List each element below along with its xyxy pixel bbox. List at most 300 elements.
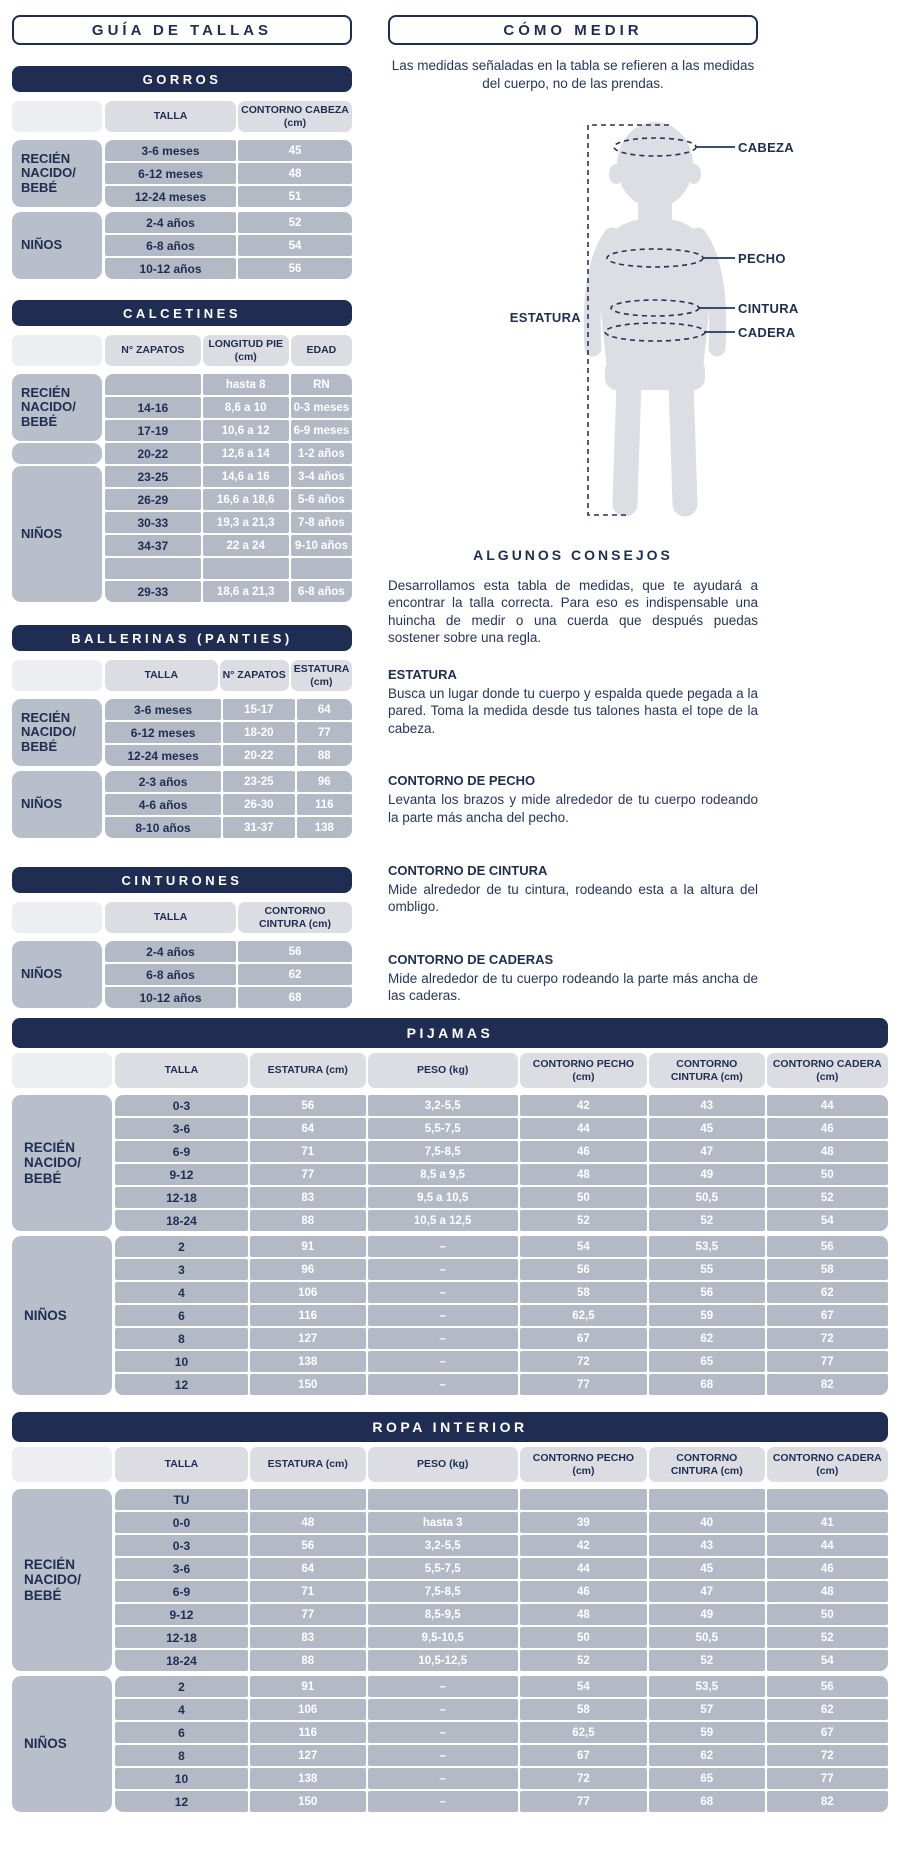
como-medir-column — [388, 0, 808, 1005]
table-row — [115, 1535, 888, 1556]
column-header: TALLA — [115, 1447, 248, 1482]
table-cell: 3-6 — [115, 1558, 248, 1579]
intro-text: Las medidas señaladas en la tabla se refieren a las medidas del cuerpo, no de las prendas. — [391, 58, 755, 91]
row-group-labels — [12, 660, 102, 838]
row-group — [105, 699, 352, 766]
table-cell: 48 — [250, 1512, 366, 1533]
table-data — [105, 902, 352, 1008]
table-cell: 138 — [297, 817, 352, 838]
table-cell: 5,5-7,5 — [368, 1118, 518, 1139]
table-cell: 62 — [767, 1282, 888, 1303]
table-row — [115, 1164, 888, 1185]
table-cell: 0-3 — [115, 1535, 248, 1556]
table-cell: 10,6 a 12 — [203, 420, 289, 441]
pecho-label: PECHO — [738, 250, 786, 266]
table-row — [105, 397, 352, 418]
table-cell: 46 — [767, 1118, 888, 1139]
table-cell: 10 — [115, 1768, 248, 1789]
table-row — [105, 535, 352, 556]
table-row — [115, 1236, 888, 1257]
table-cell: 48 — [520, 1604, 647, 1625]
table-cell: 45 — [649, 1558, 765, 1579]
table-data — [115, 1053, 888, 1395]
table-cell: 62,5 — [520, 1305, 647, 1326]
table-cell: 96 — [250, 1259, 366, 1280]
table-cell: 6-9 — [115, 1141, 248, 1162]
table-cell: 6-8 años — [105, 235, 236, 256]
table-cell: 50 — [520, 1627, 647, 1648]
table-cell: 72 — [767, 1745, 888, 1766]
estatura-section-title: ESTATURA — [388, 666, 457, 682]
table-cell: 88 — [297, 745, 352, 766]
table-row — [115, 1141, 888, 1162]
table-cell: 4 — [115, 1282, 248, 1303]
cinturones-table — [12, 902, 352, 1008]
measurement-diagram — [388, 110, 808, 525]
table-cell: 12-24 meses — [105, 186, 236, 207]
table-cell: 82 — [767, 1374, 888, 1395]
estatura-section-text: Busca un lugar donde tu cuerpo y espalda quede pegada a la pared. Toma la medida desde tus talones hasta el tope de la cabeza. — [388, 685, 758, 736]
estatura-label: ESTATURA — [509, 309, 581, 325]
table-cell: 10 — [115, 1351, 248, 1372]
column-header: CONTORNO CADERA (cm) — [767, 1053, 888, 1088]
table-cell: 10-12 años — [105, 258, 236, 279]
row-group — [105, 771, 352, 838]
table-row — [105, 489, 352, 510]
table-cell: 9,5 a 10,5 — [368, 1187, 518, 1208]
table-cell: 6-9 meses — [291, 420, 352, 441]
table-cell: 52 — [767, 1187, 888, 1208]
table-cell: 18-24 — [115, 1210, 248, 1231]
table-cell: 16,6 a 18,6 — [203, 489, 289, 510]
table-cell: 2-4 años — [105, 941, 236, 962]
table-cell: 83 — [250, 1187, 366, 1208]
table-cell: 41 — [767, 1512, 888, 1533]
table-cell: 1-2 años — [291, 443, 352, 464]
table-cell: 56 — [250, 1535, 366, 1556]
table-cell: 34-37 — [105, 535, 201, 556]
table-cell: 67 — [767, 1722, 888, 1743]
table-row — [115, 1489, 888, 1510]
table-cell: 59 — [649, 1722, 765, 1743]
table-row — [115, 1328, 888, 1349]
table-cell: 47 — [649, 1141, 765, 1162]
table-cell — [291, 558, 352, 579]
ropa-interior-table — [12, 1447, 888, 1812]
row-group — [115, 1236, 888, 1395]
table-row — [115, 1374, 888, 1395]
table-cell: 6-12 meses — [105, 722, 221, 743]
table-header-row — [115, 1447, 888, 1482]
table-cell: 8-10 años — [105, 817, 221, 838]
table-cell: 77 — [520, 1791, 647, 1812]
table-row — [105, 420, 352, 441]
table-cell: 10,5-12,5 — [368, 1650, 518, 1671]
table-row — [105, 235, 352, 256]
gorros-table — [12, 101, 352, 279]
table-cell: hasta 8 — [203, 374, 289, 395]
table-row — [105, 987, 352, 1008]
table-cell: 53,5 — [649, 1236, 765, 1257]
table-cell: 44 — [520, 1118, 647, 1139]
table-row — [115, 1095, 888, 1116]
row-group — [115, 1095, 888, 1231]
table-cell: 40 — [649, 1512, 765, 1533]
como-medir-title: CÓMO MEDIR — [388, 15, 758, 45]
column-header: CONTORNO CADERA (cm) — [767, 1447, 888, 1482]
table-cell: 56 — [238, 258, 352, 279]
table-cell: – — [368, 1722, 518, 1743]
table-cell: 23-25 — [223, 771, 294, 792]
table-cell: 54 — [520, 1236, 647, 1257]
column-header: TALLA — [105, 101, 236, 132]
table-cell: 9-12 — [115, 1164, 248, 1185]
table-cell: 48 — [520, 1164, 647, 1185]
table-cell: 116 — [250, 1305, 366, 1326]
table-data — [105, 660, 352, 838]
table-cell: 46 — [520, 1141, 647, 1162]
table-row — [115, 1791, 888, 1812]
table-cell: 0-3 — [115, 1095, 248, 1116]
table-cell: 19,3 a 21,3 — [203, 512, 289, 533]
table-cell: 10-12 años — [105, 987, 236, 1008]
corner-cell — [12, 1447, 112, 1482]
table-cell: 43 — [649, 1095, 765, 1116]
table-data — [105, 101, 352, 279]
table-cell: – — [368, 1676, 518, 1697]
table-cell: 2-3 años — [105, 771, 221, 792]
table-cell: 52 — [649, 1210, 765, 1231]
table-cell: 7,5-8,5 — [368, 1141, 518, 1162]
table-cell — [520, 1489, 647, 1510]
table-cell: 88 — [250, 1650, 366, 1671]
table-cell: 9-10 años — [291, 535, 352, 556]
child-silhouette-figure — [388, 110, 808, 525]
table-cell: 56 — [767, 1676, 888, 1697]
table-row — [105, 374, 352, 395]
table-cell: 8,5 a 9,5 — [368, 1164, 518, 1185]
table-header-row — [105, 335, 352, 366]
column-header: PESO (kg) — [368, 1053, 518, 1088]
table-cell: 14-16 — [105, 397, 201, 418]
table-cell: 8,5-9,5 — [368, 1604, 518, 1625]
row-group-labels — [12, 1447, 112, 1812]
table-cell: 42 — [520, 1095, 647, 1116]
column-header: CONTORNO CINTURA (cm) — [649, 1053, 765, 1088]
table-cell: 50,5 — [649, 1187, 765, 1208]
table-cell: 68 — [238, 987, 352, 1008]
table-cell: 3-6 — [115, 1118, 248, 1139]
table-cell: 4 — [115, 1699, 248, 1720]
table-cell: 49 — [649, 1604, 765, 1625]
row-group-label: RECIÉN NACIDO/ BEBÉ — [12, 374, 102, 441]
row-group-label: NIÑOS — [12, 1676, 112, 1812]
table-cell: 138 — [250, 1768, 366, 1789]
ballerinas-title-bar: BALLERINAS (PANTIES) — [12, 625, 352, 651]
table-cell: 3-6 meses — [105, 140, 236, 161]
table-cell: 106 — [250, 1699, 366, 1720]
table-row — [105, 581, 352, 602]
table-row — [105, 163, 352, 184]
table-cell: 56 — [250, 1095, 366, 1116]
table-cell: 7-8 años — [291, 512, 352, 533]
row-group — [105, 941, 352, 1008]
table-cell: 3-6 meses — [105, 699, 221, 720]
table-cell: 7,5-8,5 — [368, 1581, 518, 1602]
table-cell: 18,6 a 21,3 — [203, 581, 289, 602]
table-cell: 8 — [115, 1745, 248, 1766]
table-header-row — [115, 1053, 888, 1088]
table-row — [115, 1118, 888, 1139]
table-cell: 62 — [649, 1328, 765, 1349]
table-row — [115, 1627, 888, 1648]
column-header: CONTORNO CINTURA (cm) — [649, 1447, 765, 1482]
table-header-row — [105, 902, 352, 933]
table-cell: – — [368, 1259, 518, 1280]
table-row — [115, 1699, 888, 1720]
table-cell: 10,5 a 12,5 — [368, 1210, 518, 1231]
table-cell: 77 — [767, 1768, 888, 1789]
table-cell: 12-18 — [115, 1627, 248, 1648]
table-cell: 26-29 — [105, 489, 201, 510]
table-cell: 26-30 — [223, 794, 294, 815]
table-cell: 51 — [238, 186, 352, 207]
cadera-label: CADERA — [738, 324, 796, 340]
table-data — [105, 335, 352, 604]
pijamas-section — [12, 1018, 888, 1395]
corner-cell — [12, 902, 102, 933]
table-cell: 82 — [767, 1791, 888, 1812]
table-cell: 91 — [250, 1676, 366, 1697]
table-row — [115, 1722, 888, 1743]
table-cell: 45 — [649, 1118, 765, 1139]
table-cell: 9-12 — [115, 1604, 248, 1625]
row-group-labels — [12, 902, 102, 1008]
cintura-section-text: Mide alrededor de tu cintura, rodeando esta a la altura del ombligo. — [388, 881, 758, 915]
cabeza-label: CABEZA — [738, 139, 794, 155]
table-cell: – — [368, 1351, 518, 1372]
calcetines-section — [12, 300, 352, 604]
column-header: CONTORNO PECHO (cm) — [520, 1447, 647, 1482]
table-cell: 77 — [250, 1164, 366, 1185]
table-cell: 77 — [297, 722, 352, 743]
table-cell: 18-24 — [115, 1650, 248, 1671]
table-cell: 20-22 — [105, 443, 201, 464]
table-cell: 64 — [297, 699, 352, 720]
table-cell: 64 — [250, 1558, 366, 1579]
table-cell: 116 — [297, 794, 352, 815]
table-cell: 56 — [520, 1259, 647, 1280]
table-cell: 96 — [297, 771, 352, 792]
gorros-section — [12, 66, 352, 279]
table-cell: 48 — [238, 163, 352, 184]
column-header: TALLA — [105, 660, 218, 691]
consejos-title: ALGUNOS CONSEJOS — [473, 546, 673, 563]
table-row — [105, 558, 352, 579]
table-cell: 47 — [649, 1581, 765, 1602]
table-cell: 56 — [649, 1282, 765, 1303]
table-cell: 42 — [520, 1535, 647, 1556]
column-header: CONTORNO CABEZA (cm) — [238, 101, 352, 132]
table-cell: 72 — [767, 1328, 888, 1349]
table-cell: 52 — [520, 1210, 647, 1231]
table-row — [105, 817, 352, 838]
table-row — [115, 1604, 888, 1625]
table-cell: 116 — [250, 1722, 366, 1743]
cinturones-section — [12, 867, 352, 1008]
table-cell: 9,5-10,5 — [368, 1627, 518, 1648]
row-group — [105, 140, 352, 207]
column-header: EDAD — [291, 335, 352, 366]
column-header: N° ZAPATOS — [220, 660, 289, 691]
table-cell: 65 — [649, 1351, 765, 1372]
table-row — [115, 1558, 888, 1579]
table-cell — [203, 558, 289, 579]
table-cell: 52 — [520, 1650, 647, 1671]
table-cell: 50,5 — [649, 1627, 765, 1648]
table-cell: – — [368, 1745, 518, 1766]
table-row — [105, 699, 352, 720]
column-header: CONTORNO PECHO (cm) — [520, 1053, 647, 1088]
table-cell: 150 — [250, 1374, 366, 1395]
table-cell — [105, 374, 201, 395]
table-cell: 52 — [238, 212, 352, 233]
table-cell: 12-24 meses — [105, 745, 221, 766]
table-cell: 48 — [767, 1581, 888, 1602]
table-row — [115, 1768, 888, 1789]
ballerinas-section — [12, 625, 352, 838]
row-group — [115, 1489, 888, 1671]
table-cell: 54 — [767, 1650, 888, 1671]
table-cell: 62 — [238, 964, 352, 985]
table-cell: 5,5-7,5 — [368, 1558, 518, 1579]
table-cell: 138 — [250, 1351, 366, 1372]
column-header: LONGITUD PIE (cm) — [203, 335, 289, 366]
table-cell: 3,2-5,5 — [368, 1095, 518, 1116]
calcetines-table — [12, 335, 352, 604]
table-cell: 39 — [520, 1512, 647, 1533]
table-cell: 62,5 — [520, 1722, 647, 1743]
table-cell: 68 — [649, 1791, 765, 1812]
table-row — [105, 941, 352, 962]
table-cell: 3 — [115, 1259, 248, 1280]
table-cell: 43 — [649, 1535, 765, 1556]
table-cell: 49 — [649, 1164, 765, 1185]
pijamas-title-bar: PIJAMAS — [12, 1018, 888, 1048]
table-cell: 88 — [250, 1210, 366, 1231]
table-cell: 56 — [238, 941, 352, 962]
row-group — [105, 374, 352, 602]
row-group-label: RECIÉN NACIDO/ BEBÉ — [12, 1489, 112, 1671]
table-cell: 6-12 meses — [105, 163, 236, 184]
table-cell: 56 — [767, 1236, 888, 1257]
table-row — [115, 1187, 888, 1208]
column-header: ESTATURA (cm) — [291, 660, 352, 691]
table-row — [115, 1282, 888, 1303]
table-row — [115, 1581, 888, 1602]
table-cell: 44 — [767, 1095, 888, 1116]
column-header: TALLA — [115, 1053, 248, 1088]
table-cell — [767, 1489, 888, 1510]
size-tables-column — [12, 0, 352, 1008]
row-group-labels — [12, 101, 102, 279]
table-cell: 17-19 — [105, 420, 201, 441]
row-group-label: RECIÉN NACIDO/ BEBÉ — [12, 1095, 112, 1231]
table-cell: 106 — [250, 1282, 366, 1303]
pecho-section-title: CONTORNO DE PECHO — [388, 773, 536, 789]
table-cell: 0-0 — [115, 1512, 248, 1533]
table-cell: 20-22 — [223, 745, 294, 766]
table-row — [105, 443, 352, 464]
table-cell: 50 — [767, 1604, 888, 1625]
table-row — [105, 466, 352, 487]
table-cell: 18-20 — [223, 722, 294, 743]
table-cell: 14,6 a 16 — [203, 466, 289, 487]
table-cell: 30-33 — [105, 512, 201, 533]
table-row — [105, 258, 352, 279]
table-cell: 48 — [767, 1141, 888, 1162]
row-group-label: NIÑOS — [12, 771, 102, 838]
table-cell: 67 — [520, 1745, 647, 1766]
table-cell: 65 — [649, 1768, 765, 1789]
table-cell: 3-4 años — [291, 466, 352, 487]
table-cell: 4-6 años — [105, 794, 221, 815]
column-header: ESTATURA (cm) — [250, 1447, 366, 1482]
row-group-labels — [12, 1053, 112, 1395]
table-cell: hasta 3 — [368, 1512, 518, 1533]
table-cell: 5-6 años — [291, 489, 352, 510]
table-row — [105, 771, 352, 792]
table-cell — [368, 1489, 518, 1510]
table-cell: 22 a 24 — [203, 535, 289, 556]
wide-tables-region — [12, 1018, 888, 1812]
corner-cell — [12, 660, 102, 691]
table-cell: RN — [291, 374, 352, 395]
table-cell: 64 — [250, 1118, 366, 1139]
table-cell: 58 — [520, 1699, 647, 1720]
table-cell: 62 — [767, 1699, 888, 1720]
table-cell: 2 — [115, 1236, 248, 1257]
table-cell: 53,5 — [649, 1676, 765, 1697]
table-cell: 54 — [520, 1676, 647, 1697]
column-header: CONTORNO CINTURA (cm) — [238, 902, 352, 933]
table-cell: – — [368, 1791, 518, 1812]
column-header: ESTATURA (cm) — [250, 1053, 366, 1088]
table-cell: 58 — [520, 1282, 647, 1303]
table-row — [105, 722, 352, 743]
table-cell: 8,6 a 10 — [203, 397, 289, 418]
table-cell — [649, 1489, 765, 1510]
table-cell: 50 — [520, 1187, 647, 1208]
table-cell — [250, 1489, 366, 1510]
table-cell: 31-37 — [223, 817, 294, 838]
table-cell: 12,6 a 14 — [203, 443, 289, 464]
ropa-interior-section — [12, 1412, 888, 1812]
pecho-section-text: Levanta los brazos y mide alrededor de tu cuerpo rodeando la parte más ancha del pecho. — [388, 792, 758, 825]
table-row — [115, 1259, 888, 1280]
table-cell: 6-8 años — [105, 964, 236, 985]
table-cell: 2-4 años — [105, 212, 236, 233]
table-cell: – — [368, 1328, 518, 1349]
table-cell: – — [368, 1282, 518, 1303]
calcetines-title-bar: CALCETINES — [12, 300, 352, 326]
table-row — [105, 964, 352, 985]
table-cell: – — [368, 1305, 518, 1326]
table-cell: 58 — [767, 1259, 888, 1280]
row-group-labels — [12, 335, 102, 604]
table-cell: 54 — [767, 1210, 888, 1231]
table-cell: 3,2-5,5 — [368, 1535, 518, 1556]
